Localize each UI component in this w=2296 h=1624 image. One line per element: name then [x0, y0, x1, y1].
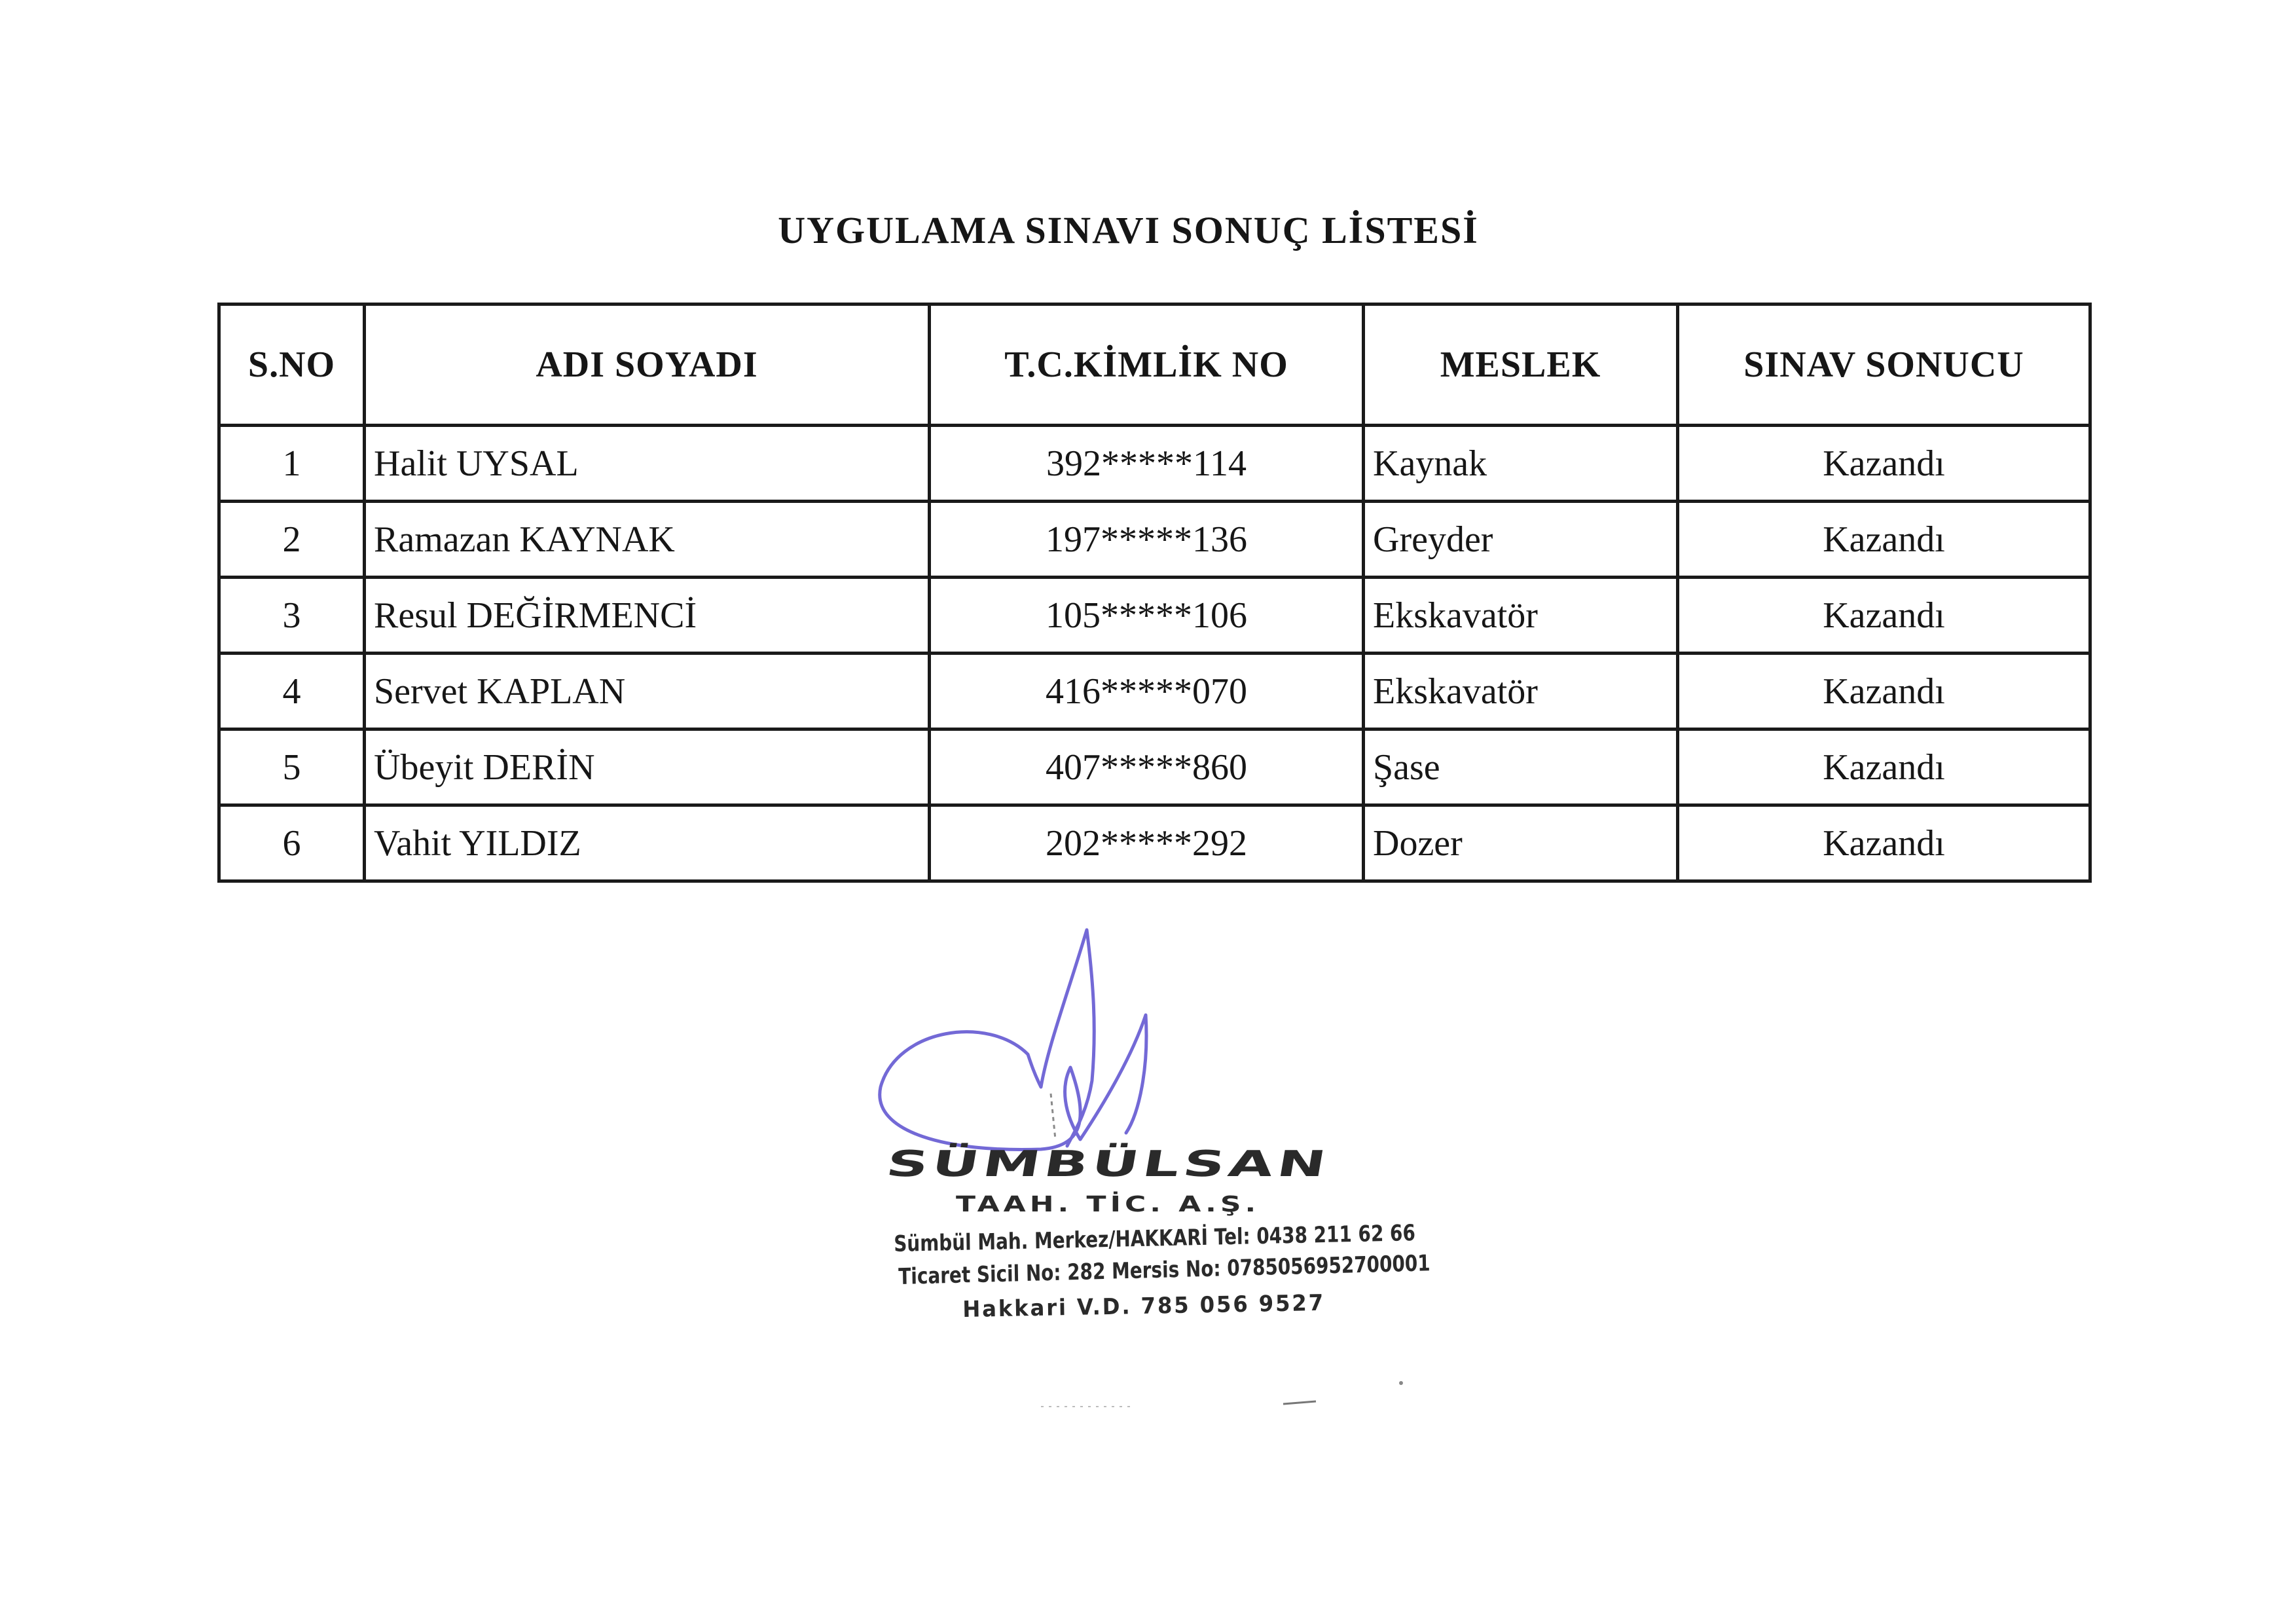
table-row: [219, 426, 2090, 502]
cell-tc: 197*****136: [930, 502, 1364, 578]
stamp-address: Sümbül Mah. Merkez/HAKKARİ Tel: 0438 211 62 66: [894, 1220, 1416, 1257]
cell-result: Kazandı: [1678, 805, 2090, 881]
cell-sno: 4: [219, 654, 365, 729]
cell-name: Resul DEĞİRMENCİ: [365, 578, 930, 654]
cell-tc: 105*****106: [930, 578, 1364, 654]
results-table: [217, 303, 2092, 883]
cell-name: Ramazan KAYNAK: [365, 502, 930, 578]
cell-result: Kazandı: [1678, 654, 2090, 729]
cell-result: Kazandı: [1678, 578, 2090, 654]
page-title: UYGULAMA SINAVI SONUÇ LİSTESİ: [778, 209, 1479, 251]
cell-tc: 392*****114: [930, 426, 1364, 502]
stamp-subtitle: TAAH. TİC. A.Ş.: [956, 1192, 1260, 1217]
scan-artifact-icon: [1034, 1375, 1427, 1414]
table-row: [219, 729, 2090, 805]
cell-sno: 5: [219, 729, 365, 805]
cell-result: Kazandı: [1678, 426, 2090, 502]
cell-job: Ekskavatör: [1364, 578, 1678, 654]
cell-name: Halit UYSAL: [365, 426, 930, 502]
cell-tc: 407*****860: [930, 729, 1364, 805]
cell-name: Servet KAPLAN: [365, 654, 930, 729]
table-row: [219, 502, 2090, 578]
cell-sno: 2: [219, 502, 365, 578]
cell-job: Ekskavatör: [1364, 654, 1678, 729]
header-name: ADI SOYADI: [365, 304, 930, 426]
cell-tc: 202*****292: [930, 805, 1364, 881]
cell-job: Dozer: [1364, 805, 1678, 881]
cell-sno: 3: [219, 578, 365, 654]
cell-tc: 416*****070: [930, 654, 1364, 729]
stamp-registry: Ticaret Sicil No: 282 Mersis No: 0785056952700001: [898, 1250, 1430, 1290]
stamp-tax-office: Hakkari V.D. 785 056 9527: [962, 1289, 1326, 1323]
cell-sno: 1: [219, 426, 365, 502]
header-sno: S.NO: [219, 304, 365, 426]
company-stamp: [871, 917, 1460, 1336]
table-header-row: [219, 304, 2090, 426]
cell-result: Kazandı: [1678, 502, 2090, 578]
table-row: [219, 654, 2090, 729]
header-result: SINAV SONUCU: [1678, 304, 2090, 426]
header-job: MESLEK: [1364, 304, 1678, 426]
cell-job: Şase: [1364, 729, 1678, 805]
table-row: [219, 578, 2090, 654]
cell-name: Übeyit DERİN: [365, 729, 930, 805]
cell-job: Greyder: [1364, 502, 1678, 578]
cell-job: Kaynak: [1364, 426, 1678, 502]
cell-result: Kazandı: [1678, 729, 2090, 805]
stamp-company-name: SÜMBÜLSAN: [883, 1143, 1334, 1185]
table-row: [219, 805, 2090, 881]
cell-sno: 6: [219, 805, 365, 881]
header-tc: T.C.KİMLİK NO: [930, 304, 1364, 426]
cell-name: Vahit YILDIZ: [365, 805, 930, 881]
